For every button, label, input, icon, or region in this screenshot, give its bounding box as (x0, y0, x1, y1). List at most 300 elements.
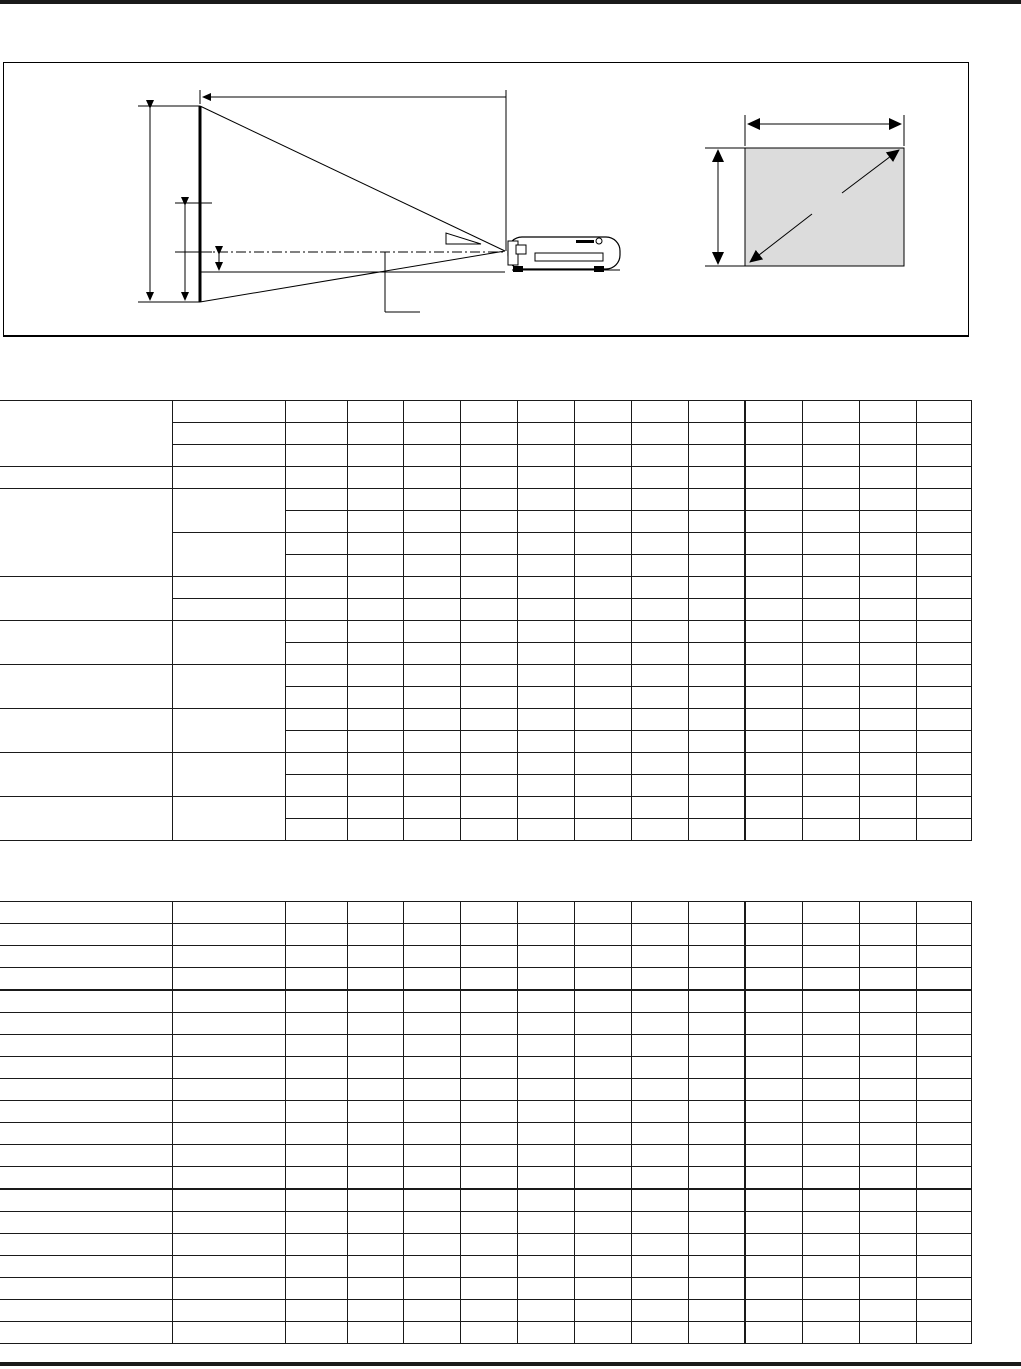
table-cell (172, 1079, 285, 1101)
table-cell (916, 1300, 971, 1322)
table-cell (347, 1256, 403, 1278)
table-cell (285, 968, 347, 991)
table-cell (574, 1234, 631, 1256)
table-cell (688, 968, 745, 991)
table-cell (0, 1278, 172, 1300)
table-cell (802, 946, 859, 968)
table-cell (631, 924, 688, 946)
table-cell (859, 1189, 916, 1212)
table-cell (631, 1101, 688, 1123)
table-cell (574, 1300, 631, 1322)
table-cell (859, 946, 916, 968)
table-cell (574, 924, 631, 946)
bottom-rule (0, 1362, 1021, 1366)
throw-diagram (138, 90, 506, 312)
table-cell (802, 1101, 859, 1123)
table-cell (172, 1256, 285, 1278)
table-cell (631, 1278, 688, 1300)
table-cell (631, 1123, 688, 1145)
table-cell (859, 1256, 916, 1278)
table-cell (859, 902, 916, 924)
table-cell (172, 1013, 285, 1035)
table-cell (745, 1256, 802, 1278)
table-cell (859, 924, 916, 946)
table-cell (916, 1234, 971, 1256)
table-row (0, 1145, 971, 1167)
table-cell (285, 1212, 347, 1234)
table-cell (403, 1101, 460, 1123)
table-cell (347, 1278, 403, 1300)
table-cell (688, 902, 745, 924)
table-cell (517, 1322, 574, 1344)
table-cell (0, 946, 172, 968)
table-cell (631, 946, 688, 968)
table-cell (574, 968, 631, 991)
table-cell (347, 1123, 403, 1145)
table-cell (574, 1079, 631, 1101)
table-cell (517, 1212, 574, 1234)
table-cell (172, 1123, 285, 1145)
table-cell (0, 968, 172, 991)
table-cell (574, 1278, 631, 1300)
table-cell (688, 1189, 745, 1212)
table-row (0, 1189, 971, 1212)
table-cell (0, 1212, 172, 1234)
table-cell (631, 1300, 688, 1322)
table-cell (859, 1057, 916, 1079)
table-cell (0, 1189, 172, 1212)
table-cell (574, 1013, 631, 1035)
table-cell (172, 1057, 285, 1079)
table-row (0, 1256, 971, 1278)
table-cell (460, 1035, 517, 1057)
projector-icon (508, 237, 620, 272)
table-cell (0, 1057, 172, 1079)
table-cell (688, 1278, 745, 1300)
projection-bottom-ray (200, 251, 505, 302)
table-cell (745, 1167, 802, 1190)
table-cell (0, 1101, 172, 1123)
table-cell (574, 1256, 631, 1278)
table-cell (517, 1101, 574, 1123)
table-cell (574, 1322, 631, 1344)
table-row (0, 1079, 971, 1101)
table-cell (688, 1079, 745, 1101)
table-cell (802, 1145, 859, 1167)
table-cell (403, 1079, 460, 1101)
table-cell (460, 1212, 517, 1234)
table-cell (172, 968, 285, 991)
table-row (0, 621, 971, 643)
table-cell (802, 1079, 859, 1101)
table-cell (347, 1322, 403, 1344)
table-cell (172, 1278, 285, 1300)
table-cell (745, 1079, 802, 1101)
table-cell (916, 1079, 971, 1101)
table-row (0, 1101, 971, 1123)
table-cell (347, 946, 403, 968)
table-cell (916, 1167, 971, 1190)
projection-diagram (0, 0, 1021, 345)
table-row (0, 1123, 971, 1145)
table-cell (859, 1101, 916, 1123)
table-cell (802, 1123, 859, 1145)
table-cell (403, 946, 460, 968)
table-cell (802, 1167, 859, 1190)
table-cell (285, 990, 347, 1013)
table-cell (0, 1256, 172, 1278)
table-cell (517, 902, 574, 924)
table-cell (460, 1145, 517, 1167)
table-cell (859, 1013, 916, 1035)
table-cell (285, 1035, 347, 1057)
table-cell (802, 1234, 859, 1256)
table-row (0, 924, 971, 946)
table-cell (745, 1057, 802, 1079)
table-cell (574, 1101, 631, 1123)
table-cell (403, 1300, 460, 1322)
screen-size-diagram (705, 115, 904, 266)
table-cell (285, 1278, 347, 1300)
table-cell (517, 1256, 574, 1278)
table-cell (802, 1189, 859, 1212)
table-cell (460, 1278, 517, 1300)
table-cell (631, 990, 688, 1013)
table-cell (403, 1057, 460, 1079)
table-cell (403, 1212, 460, 1234)
table-cell (517, 924, 574, 946)
table-cell (285, 1234, 347, 1256)
table-cell (745, 1145, 802, 1167)
table-cell (403, 990, 460, 1013)
table-cell (631, 1189, 688, 1212)
table-cell (347, 1145, 403, 1167)
table-row (0, 797, 971, 819)
table-cell (859, 1035, 916, 1057)
table-cell (745, 924, 802, 946)
table-cell (517, 1079, 574, 1101)
table-row (0, 1035, 971, 1057)
table-cell (688, 1101, 745, 1123)
table-cell (517, 1123, 574, 1145)
table-cell (172, 1189, 285, 1212)
table-cell (347, 1234, 403, 1256)
table-cell (916, 946, 971, 968)
table-cell (460, 990, 517, 1013)
table-cell (460, 968, 517, 991)
table-cell (745, 1212, 802, 1234)
table-cell (172, 1145, 285, 1167)
table-row (0, 1278, 971, 1300)
table-cell (0, 1234, 172, 1256)
table-cell (916, 1013, 971, 1035)
table-cell (285, 924, 347, 946)
table-cell (859, 1234, 916, 1256)
table-cell (574, 1123, 631, 1145)
table-cell (403, 1013, 460, 1035)
table-cell (285, 1057, 347, 1079)
table-cell (285, 1189, 347, 1212)
table-cell (745, 990, 802, 1013)
table-row (0, 489, 971, 511)
table-cell (0, 1167, 172, 1190)
table-cell (517, 1189, 574, 1212)
table-cell (574, 1212, 631, 1234)
table-cell (347, 1035, 403, 1057)
table-cell (285, 1256, 347, 1278)
table-cell (347, 1079, 403, 1101)
table-cell (403, 902, 460, 924)
table-cell (517, 1278, 574, 1300)
table-cell (347, 1167, 403, 1190)
table-cell (285, 1322, 347, 1344)
table-cell (403, 1167, 460, 1190)
table-cell (802, 1322, 859, 1344)
table-cell (688, 1212, 745, 1234)
table-cell (859, 990, 916, 1013)
table-cell (745, 1300, 802, 1322)
table-cell (916, 1035, 971, 1057)
table-cell (285, 1013, 347, 1035)
table-cell (574, 946, 631, 968)
table-cell (460, 1057, 517, 1079)
projection-distance-table (0, 400, 972, 841)
table-cell (285, 902, 347, 924)
table-cell (916, 1145, 971, 1167)
table-cell (517, 990, 574, 1013)
table-cell (688, 1057, 745, 1079)
table-cell (517, 1145, 574, 1167)
table-cell (403, 1256, 460, 1278)
table-cell (172, 1300, 285, 1322)
table-cell (745, 1123, 802, 1145)
table-cell (574, 902, 631, 924)
table-row (0, 1234, 971, 1256)
table-cell (802, 968, 859, 991)
table-cell (574, 1145, 631, 1167)
table-cell (460, 1189, 517, 1212)
table-cell (347, 1057, 403, 1079)
table-cell (916, 1322, 971, 1344)
table-cell (0, 1013, 172, 1035)
table-cell (631, 1145, 688, 1167)
table-cell (859, 1123, 916, 1145)
table-cell (688, 1035, 745, 1057)
table-cell (172, 946, 285, 968)
table-cell (859, 968, 916, 991)
table-cell (347, 924, 403, 946)
screen-size-table (0, 901, 972, 1344)
table-cell (517, 1167, 574, 1190)
table-cell (517, 1300, 574, 1322)
table-cell (460, 1013, 517, 1035)
table-cell (517, 1035, 574, 1057)
table-cell (347, 1212, 403, 1234)
table-row (0, 990, 971, 1013)
table-cell (802, 1013, 859, 1035)
table-cell (172, 990, 285, 1013)
table-cell (916, 1057, 971, 1079)
table-row (0, 401, 971, 423)
table-cell (285, 1145, 347, 1167)
table-row (0, 946, 971, 968)
table-cell (574, 1189, 631, 1212)
table-cell (745, 1234, 802, 1256)
table-cell (285, 1167, 347, 1190)
table-cell (0, 1079, 172, 1101)
table-row (0, 1057, 971, 1079)
table-cell (688, 1013, 745, 1035)
table-cell (802, 1212, 859, 1234)
table-cell (688, 1322, 745, 1344)
table-row (0, 577, 971, 599)
table-row (0, 753, 971, 775)
table-cell (745, 1278, 802, 1300)
table-cell (802, 1256, 859, 1278)
table-row (0, 665, 971, 687)
table-cell (517, 1057, 574, 1079)
screen-area (745, 148, 904, 266)
table-cell (460, 902, 517, 924)
table-cell (631, 1079, 688, 1101)
table-cell (347, 1101, 403, 1123)
table-cell (285, 1123, 347, 1145)
table-cell (631, 968, 688, 991)
table-cell (631, 1167, 688, 1190)
table-cell (916, 1212, 971, 1234)
table-cell (688, 990, 745, 1013)
table-cell (916, 924, 971, 946)
table-cell (172, 902, 285, 924)
table-cell (802, 1057, 859, 1079)
table-cell (916, 1278, 971, 1300)
table-row (0, 709, 971, 731)
table-cell (347, 1189, 403, 1212)
table-cell (631, 1234, 688, 1256)
offset-angle-icon (446, 233, 481, 244)
table-cell (285, 1300, 347, 1322)
table-cell (688, 1234, 745, 1256)
table-cell (172, 1322, 285, 1344)
table-cell (574, 990, 631, 1013)
table-cell (172, 1167, 285, 1190)
table-cell (0, 1145, 172, 1167)
table-cell (745, 1013, 802, 1035)
table-cell (460, 1101, 517, 1123)
table-cell (285, 1101, 347, 1123)
table-cell (517, 946, 574, 968)
table-cell (631, 1212, 688, 1234)
table-cell (859, 1212, 916, 1234)
table-cell (0, 1035, 172, 1057)
table-cell (347, 968, 403, 991)
table-cell (172, 924, 285, 946)
table-cell (574, 1035, 631, 1057)
table-cell (574, 1167, 631, 1190)
table-cell (859, 1278, 916, 1300)
table-cell (802, 902, 859, 924)
table-cell (460, 1300, 517, 1322)
table-cell (403, 1278, 460, 1300)
table-cell (745, 968, 802, 991)
table-cell (745, 1189, 802, 1212)
table-cell (0, 1300, 172, 1322)
table-cell (0, 902, 172, 924)
table-cell (460, 1123, 517, 1145)
table-cell (631, 1013, 688, 1035)
table-cell (745, 902, 802, 924)
table-row (0, 1013, 971, 1035)
table-cell (403, 1234, 460, 1256)
table-cell (460, 1322, 517, 1344)
table-cell (745, 1035, 802, 1057)
table-cell (347, 990, 403, 1013)
table-cell (802, 924, 859, 946)
table-cell (916, 902, 971, 924)
table-cell (403, 924, 460, 946)
table-cell (688, 1300, 745, 1322)
table-cell (285, 946, 347, 968)
table-cell (631, 1322, 688, 1344)
table-cell (0, 924, 172, 946)
table-cell (859, 1167, 916, 1190)
table-cell (172, 1234, 285, 1256)
table-cell (0, 1123, 172, 1145)
table-cell (688, 946, 745, 968)
table-cell (916, 1101, 971, 1123)
table-cell (631, 1035, 688, 1057)
table-cell (403, 1123, 460, 1145)
table-cell (688, 924, 745, 946)
table-cell (460, 924, 517, 946)
table-cell (916, 1123, 971, 1145)
table-cell (517, 1234, 574, 1256)
table-cell (802, 1300, 859, 1322)
table-cell (688, 1167, 745, 1190)
table-cell (403, 1035, 460, 1057)
table-cell (403, 1145, 460, 1167)
table-row (0, 1212, 971, 1234)
table-cell (688, 1256, 745, 1278)
table-cell (802, 990, 859, 1013)
table-row (0, 1300, 971, 1322)
table-cell (172, 1035, 285, 1057)
table-row (0, 902, 971, 924)
table-cell (916, 990, 971, 1013)
table-cell (574, 1057, 631, 1079)
table-cell (172, 1212, 285, 1234)
table-cell (517, 1013, 574, 1035)
table-cell (0, 990, 172, 1013)
table-cell (403, 1322, 460, 1344)
table-cell (0, 1322, 172, 1344)
table-cell (347, 902, 403, 924)
table-cell (859, 1079, 916, 1101)
table-cell (347, 1300, 403, 1322)
table-cell (403, 1189, 460, 1212)
table-cell (460, 946, 517, 968)
table-cell (460, 1256, 517, 1278)
table-cell (285, 1079, 347, 1101)
table-cell (688, 1123, 745, 1145)
table-cell (517, 968, 574, 991)
table-cell (802, 1035, 859, 1057)
table-cell (460, 1167, 517, 1190)
table-cell (916, 968, 971, 991)
table-cell (745, 946, 802, 968)
table-row (0, 1167, 971, 1190)
table-cell (802, 1278, 859, 1300)
